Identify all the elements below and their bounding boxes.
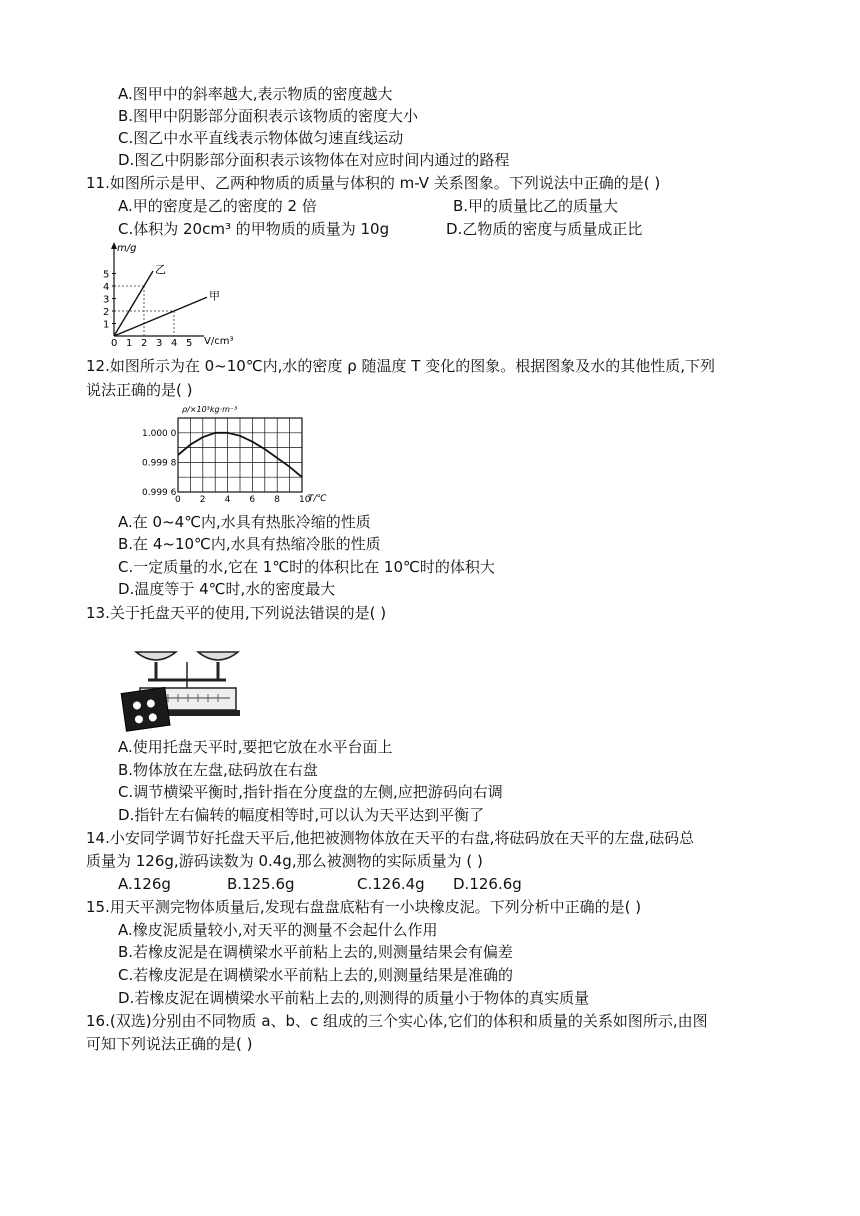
q11-y-tick-1: 1 <box>103 319 110 331</box>
q11-x-tick-3: 3 <box>156 338 163 349</box>
q13-option-d: D.指针左右偏转的幅度相等时,可以认为天平达到平衡了 <box>118 806 485 824</box>
q13-stem: 13.关于托盘天平的使用,下列说法错误的是( ) <box>86 604 387 622</box>
left-pan-icon <box>136 652 176 660</box>
q11-series-label-1: 甲 <box>209 289 220 303</box>
q16-stem-line2: 可知下列说法正确的是( ) <box>86 1035 253 1053</box>
right-pan-icon <box>198 652 238 660</box>
q12-xlabel: T/℃ <box>308 494 327 504</box>
q11-y-tick-2: 2 <box>103 307 110 318</box>
q15-stem: 15.用天平测完物体质量后,发现右盘盘底粘有一小块橡皮泥。下列分析中正确的是( ) <box>86 898 642 916</box>
q11-series-line-1 <box>114 297 207 336</box>
q12-x-tick-2: 2 <box>199 495 206 505</box>
q11-option-c: C.体积为 20cm³ 的甲物质的质量为 10g <box>118 220 390 238</box>
q12-option-a: A.在 0~4℃内,水具有热胀冷缩的性质 <box>118 513 371 531</box>
q12-density-chart <box>140 400 340 508</box>
q13-option-a: A.使用托盘天平时,要把它放在水平台面上 <box>118 738 393 756</box>
q12-stem-line1: 12.如图所示为在 0~10℃内,水的密度 ρ 随温度 T 变化的图象。根据图象及水的其他性质,下列 <box>86 357 715 375</box>
q11-y-tick-4: 4 <box>103 282 110 293</box>
q12-x-tick-8: 8 <box>274 495 280 505</box>
q14-stem-line2: 质量为 126g,游码读数为 0.4g,那么被测物的实际质量为 ( ) <box>86 852 483 870</box>
q14-option-a: A.126g <box>118 875 171 893</box>
q15-option-d: D.若橡皮泥在调横梁水平前粘上去的,则测得的质量小于物体的真实质量 <box>118 989 590 1007</box>
q11-xlabel: V/cm³ <box>204 336 234 347</box>
q12-x-tick-6: 6 <box>249 495 256 505</box>
q12-option-b: B.在 4~10℃内,水具有热缩冷胀的性质 <box>118 535 381 553</box>
q15-option-c: C.若橡皮泥是在调横梁水平前粘上去的,则测量结果是准确的 <box>118 966 514 984</box>
balance-scale-illustration <box>118 632 248 732</box>
weight-box-icon <box>121 687 170 731</box>
q11-ylabel: m/g <box>117 243 137 254</box>
q11-option-b: B.甲的质量比乙的质量大 <box>453 197 619 215</box>
q15-option-b: B.若橡皮泥是在调横梁水平前粘上去的,则测量结果会有偏差 <box>118 943 513 961</box>
q12-stem-line2: 说法正确的是( ) <box>86 381 193 399</box>
q12-x-tick-10: 10 <box>299 495 311 505</box>
q11-y-tick-3: 3 <box>103 294 110 306</box>
q16-stem-line1: 16.(双选)分别由不同物质 a、b、c 组成的三个实心体,它们的体积和质量的关系如图所示,由图 <box>86 1012 708 1030</box>
q12-x-tick-4: 4 <box>224 495 231 505</box>
q10-option-d: D.图乙中阴影部分面积表示该物体在对应时间内通过的路程 <box>118 151 510 169</box>
q11-x-tick-1: 1 <box>126 338 133 349</box>
q11-mv-chart <box>96 240 246 350</box>
q11-option-d: D.乙物质的密度与质量成正比 <box>446 220 643 238</box>
q10-option-b: B.图甲中阴影部分面积表示该物质的密度大小 <box>118 107 419 125</box>
q13-option-b: B.物体放在左盘,砝码放在右盘 <box>118 761 318 779</box>
q11-option-a: A.甲的密度是乙的密度的 2 倍 <box>118 197 317 215</box>
q11-x-tick-4: 4 <box>171 338 178 349</box>
q12-option-d: D.温度等于 4℃时,水的密度最大 <box>118 580 336 598</box>
q13-option-c: C.调节横梁平衡时,指针指在分度盘的左侧,应把游码向右调 <box>118 783 503 801</box>
q11-y-tick-5: 5 <box>103 269 110 281</box>
q15-option-a: A.橡皮泥质量较小,对天平的测量不会起什么作用 <box>118 921 438 939</box>
q11-series-line-0 <box>114 271 153 336</box>
q12-ylabel: ρ/×10³kg·m⁻³ <box>182 405 238 414</box>
q11-x-tick-5: 5 <box>186 338 193 349</box>
q10-option-c: C.图乙中水平直线表示物体做匀速直线运动 <box>118 129 404 147</box>
q12-y-tick-0.9996: 0.999 6 <box>142 488 177 498</box>
q12-y-tick-1.0000: 1.000 0 <box>142 428 177 439</box>
q11-stem: 11.如图所示是甲、乙两种物质的质量与体积的 m-V 关系图象。下列说法中正确的是( ) <box>86 174 661 192</box>
q11-series-label-0: 乙 <box>155 263 166 276</box>
q14-option-b: B.125.6g <box>227 875 295 893</box>
q11-x-tick-0: 0 <box>111 338 118 349</box>
q11-x-tick-2: 2 <box>141 338 148 349</box>
q14-option-d: D.126.6g <box>453 875 522 893</box>
q12-option-c: C.一定质量的水,它在 1℃时的体积比在 10℃时的体积大 <box>118 558 495 576</box>
q14-option-c: C.126.4g <box>357 875 425 893</box>
q12-x-tick-0: 0 <box>175 495 181 505</box>
q14-stem-line1: 14.小安同学调节好托盘天平后,他把被测物体放在天平的右盘,将砝码放在天平的左盘,砝码总 <box>86 829 695 847</box>
q10-option-a: A.图甲中的斜率越大,表示物质的密度越大 <box>118 85 393 103</box>
q12-y-tick-0.9998: 0.999 8 <box>142 458 177 469</box>
